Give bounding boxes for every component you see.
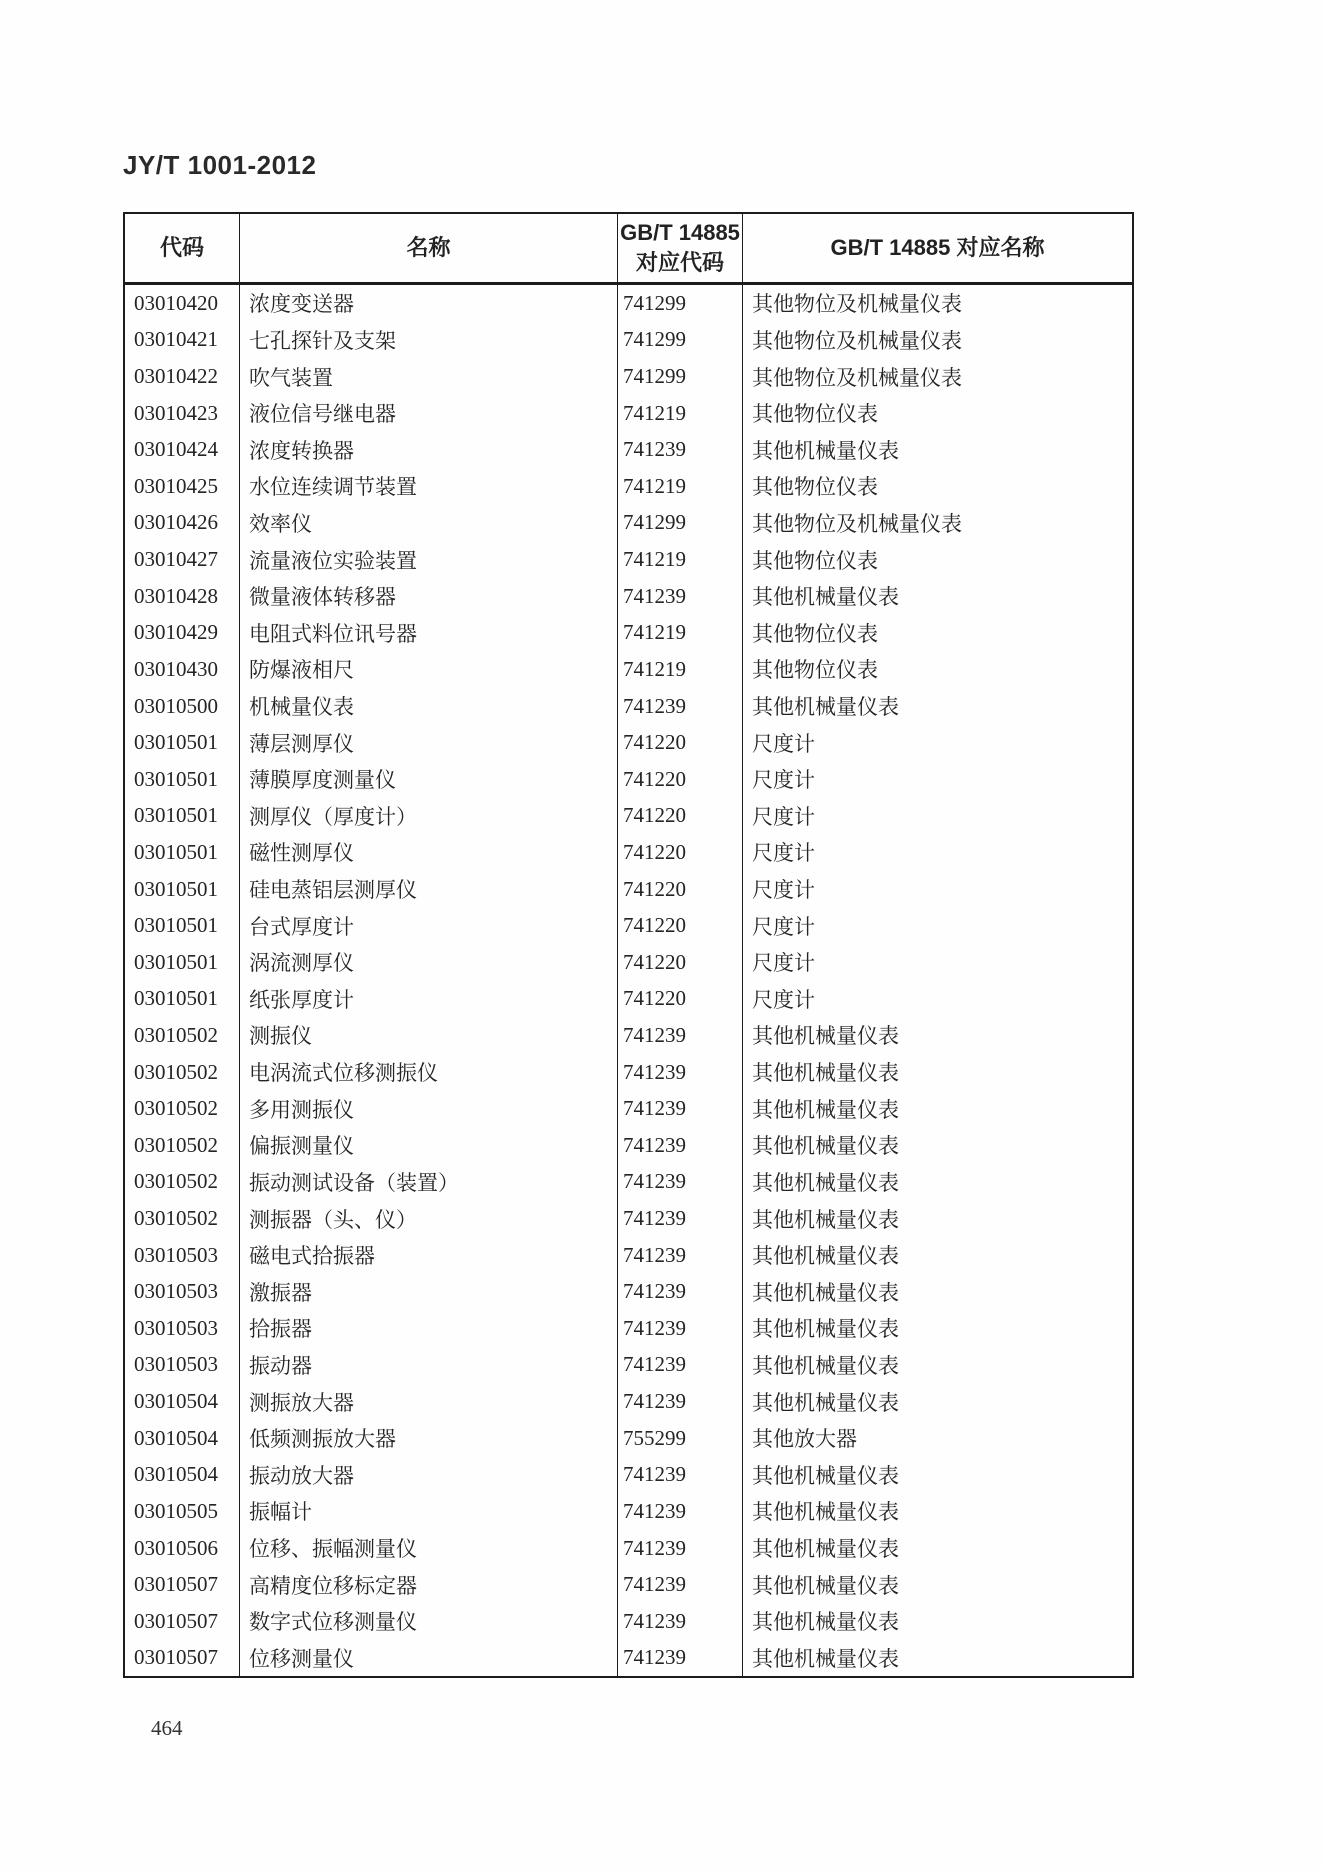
cell-gbt-name: 其他机械量仪表 — [742, 1310, 1132, 1347]
cell-name: 位移、振幅测量仪 — [239, 1530, 617, 1567]
cell-gbt-name: 尺度计 — [742, 834, 1132, 871]
cell-code: 03010429 — [134, 620, 218, 645]
cell-name: 电阻式料位讯号器 — [239, 614, 617, 651]
cell-gbt-code: 741220 — [617, 761, 742, 798]
cell-code: 03010501 — [134, 913, 218, 938]
table-row — [125, 285, 1132, 322]
cell-name: 吹气装置 — [239, 358, 617, 395]
table-row — [125, 1566, 1132, 1603]
cell-gbt-name: 其他机械量仪表 — [742, 578, 1132, 615]
cell-gbt-code: 741239 — [617, 1200, 742, 1237]
table-row — [125, 1493, 1132, 1530]
table-body — [125, 285, 1132, 1676]
cell-gbt-name: 尺度计 — [742, 907, 1132, 944]
cell-gbt-name: 其他机械量仪表 — [742, 1127, 1132, 1164]
cell-gbt-name: 尺度计 — [742, 724, 1132, 761]
cell-gbt-code: 741239 — [617, 1457, 742, 1494]
cell-gbt-code: 741239 — [617, 1017, 742, 1054]
cell-gbt-name: 其他放大器 — [742, 1420, 1132, 1457]
cell-gbt-name: 尺度计 — [742, 761, 1132, 798]
cell-gbt-name: 其他机械量仪表 — [742, 1566, 1132, 1603]
table-row — [125, 1420, 1132, 1457]
cell-name: 机械量仪表 — [239, 688, 617, 725]
cell-name: 防爆液相尺 — [239, 651, 617, 688]
table-row — [125, 834, 1132, 871]
cell-code: 03010501 — [134, 839, 218, 864]
cell-gbt-code: 741220 — [617, 944, 742, 981]
cell-gbt-code: 741239 — [617, 1383, 742, 1420]
cell-name: 液位信号继电器 — [239, 395, 617, 432]
cell-gbt-code: 741219 — [617, 541, 742, 578]
cell-name: 效率仪 — [239, 505, 617, 542]
table-row — [125, 395, 1132, 432]
table-row — [125, 688, 1132, 725]
cell-name: 振动测试设备（装置） — [239, 1164, 617, 1201]
cell-name: 薄膜厚度测量仪 — [239, 761, 617, 798]
cell-gbt-name: 其他机械量仪表 — [742, 1493, 1132, 1530]
table-row — [125, 1603, 1132, 1640]
cell-gbt-name: 尺度计 — [742, 871, 1132, 908]
cell-name: 磁性测厚仪 — [239, 834, 617, 871]
cell-gbt-name: 尺度计 — [742, 798, 1132, 835]
cell-gbt-name: 其他物位仪表 — [742, 541, 1132, 578]
cell-gbt-code: 741219 — [617, 468, 742, 505]
cell-code: 03010501 — [134, 766, 218, 791]
cell-code: 03010420 — [134, 290, 218, 315]
cell-code: 03010501 — [134, 730, 218, 755]
cell-code: 03010503 — [134, 1242, 218, 1267]
cell-gbt-code: 741299 — [617, 358, 742, 395]
cell-code: 03010500 — [134, 693, 218, 718]
cell-gbt-name: 其他物位仪表 — [742, 614, 1132, 651]
cell-gbt-code: 741239 — [617, 1530, 742, 1567]
table-row — [125, 907, 1132, 944]
cell-gbt-name: 其他物位仪表 — [742, 395, 1132, 432]
table-row — [125, 431, 1132, 468]
table-row — [125, 651, 1132, 688]
cell-name: 台式厚度计 — [239, 907, 617, 944]
cell-gbt-code: 741220 — [617, 798, 742, 835]
cell-gbt-code: 741239 — [617, 1237, 742, 1274]
cell-name: 测厚仪（厚度计） — [239, 798, 617, 835]
cell-gbt-name: 其他物位及机械量仪表 — [742, 505, 1132, 542]
cell-code: 03010504 — [134, 1389, 218, 1414]
table-row — [125, 614, 1132, 651]
cell-name: 拾振器 — [239, 1310, 617, 1347]
header-code-label: 代码 — [159, 235, 204, 260]
cell-gbt-code: 741239 — [617, 1566, 742, 1603]
code-mapping-table — [123, 212, 1134, 1678]
cell-gbt-name: 尺度计 — [742, 944, 1132, 981]
cell-gbt-name: 其他机械量仪表 — [742, 1457, 1132, 1494]
cell-name: 位移测量仪 — [239, 1640, 617, 1677]
cell-gbt-code: 741239 — [617, 431, 742, 468]
page-number: 464 — [151, 1716, 183, 1740]
cell-gbt-code: 741220 — [617, 981, 742, 1018]
cell-gbt-name: 其他机械量仪表 — [742, 1237, 1132, 1274]
cell-code: 03010504 — [134, 1425, 218, 1450]
cell-name: 涡流测厚仪 — [239, 944, 617, 981]
cell-code: 03010503 — [134, 1315, 218, 1340]
cell-name: 纸张厚度计 — [239, 981, 617, 1018]
cell-gbt-code: 741239 — [617, 1127, 742, 1164]
cell-gbt-name: 其他物位及机械量仪表 — [742, 285, 1132, 322]
table-row — [125, 1054, 1132, 1091]
table-row — [125, 322, 1132, 359]
cell-code: 03010502 — [134, 1096, 218, 1121]
cell-code: 03010422 — [134, 364, 218, 389]
header-cell-code — [125, 214, 239, 282]
cell-code: 03010505 — [134, 1498, 218, 1523]
cell-gbt-name: 其他机械量仪表 — [742, 1603, 1132, 1640]
cell-gbt-name: 其他机械量仪表 — [742, 431, 1132, 468]
cell-code: 03010427 — [134, 547, 218, 572]
cell-gbt-code: 741239 — [617, 578, 742, 615]
cell-gbt-code: 741219 — [617, 395, 742, 432]
cell-code: 03010502 — [134, 1206, 218, 1231]
cell-gbt-code: 741239 — [617, 1090, 742, 1127]
cell-code: 03010428 — [134, 583, 218, 608]
cell-name: 激振器 — [239, 1273, 617, 1310]
table-row — [125, 1347, 1132, 1384]
table-row — [125, 1310, 1132, 1347]
table-row — [125, 798, 1132, 835]
cell-name: 磁电式拾振器 — [239, 1237, 617, 1274]
table-row — [125, 1164, 1132, 1201]
cell-code: 03010501 — [134, 803, 218, 828]
cell-code: 03010430 — [134, 656, 218, 681]
cell-gbt-name: 其他机械量仪表 — [742, 1530, 1132, 1567]
table-row — [125, 541, 1132, 578]
cell-gbt-code: 755299 — [617, 1420, 742, 1457]
cell-code: 03010503 — [134, 1279, 218, 1304]
cell-gbt-code: 741299 — [617, 322, 742, 359]
table-row — [125, 468, 1132, 505]
cell-gbt-name: 其他机械量仪表 — [742, 1090, 1132, 1127]
cell-gbt-name: 其他物位仪表 — [742, 651, 1132, 688]
cell-gbt-code: 741239 — [617, 1054, 742, 1091]
cell-gbt-name: 其他机械量仪表 — [742, 1383, 1132, 1420]
cell-code: 03010507 — [134, 1608, 218, 1633]
cell-name: 测振器（头、仪） — [239, 1200, 617, 1237]
cell-name: 七孔探针及支架 — [239, 322, 617, 359]
table-row — [125, 944, 1132, 981]
header-cell-name — [239, 214, 617, 282]
header-cell-gbt-name — [742, 214, 1132, 282]
cell-code: 03010503 — [134, 1352, 218, 1377]
cell-code: 03010425 — [134, 473, 218, 498]
cell-gbt-code: 741239 — [617, 1603, 742, 1640]
table-row — [125, 1090, 1132, 1127]
cell-code: 03010507 — [134, 1645, 218, 1670]
cell-name: 薄层测厚仪 — [239, 724, 617, 761]
table-row — [125, 724, 1132, 761]
header-gbt-code-line2: 对应代码 — [635, 250, 724, 275]
cell-name: 电涡流式位移测振仪 — [239, 1054, 617, 1091]
cell-name: 测振仪 — [239, 1017, 617, 1054]
table-header-row — [125, 214, 1132, 285]
cell-name: 浓度转换器 — [239, 431, 617, 468]
cell-name: 高精度位移标定器 — [239, 1566, 617, 1603]
cell-gbt-name: 其他物位及机械量仪表 — [742, 358, 1132, 395]
cell-name: 水位连续调节装置 — [239, 468, 617, 505]
cell-name: 振动放大器 — [239, 1457, 617, 1494]
cell-code: 03010507 — [134, 1572, 218, 1597]
header-gbt-name-label: GB/T 14885 对应名称 — [830, 235, 1045, 260]
cell-gbt-code: 741299 — [617, 285, 742, 322]
standard-code-title: JY/T 1001-2012 — [123, 150, 317, 180]
cell-code: 03010421 — [134, 327, 218, 352]
table-row — [125, 1017, 1132, 1054]
cell-gbt-code: 741220 — [617, 724, 742, 761]
cell-gbt-name: 其他物位仪表 — [742, 468, 1132, 505]
cell-name: 测振放大器 — [239, 1383, 617, 1420]
cell-gbt-name: 其他机械量仪表 — [742, 1273, 1132, 1310]
cell-code: 03010501 — [134, 876, 218, 901]
table-row — [125, 358, 1132, 395]
table-row — [125, 1640, 1132, 1677]
table-row — [125, 871, 1132, 908]
header-gbt-code-line1: GB/T 14885 — [620, 220, 740, 245]
table-row — [125, 505, 1132, 542]
cell-code: 03010504 — [134, 1462, 218, 1487]
cell-name: 低频测振放大器 — [239, 1420, 617, 1457]
cell-code: 03010501 — [134, 949, 218, 974]
cell-gbt-code: 741239 — [617, 1164, 742, 1201]
cell-gbt-name: 其他机械量仪表 — [742, 1200, 1132, 1237]
cell-gbt-code: 741239 — [617, 1273, 742, 1310]
table-row — [125, 1127, 1132, 1164]
cell-gbt-name: 其他机械量仪表 — [742, 1164, 1132, 1201]
cell-gbt-code: 741239 — [617, 1347, 742, 1384]
cell-code: 03010502 — [134, 1169, 218, 1194]
table-row — [125, 1530, 1132, 1567]
cell-name: 浓度变送器 — [239, 285, 617, 322]
cell-name: 微量液体转移器 — [239, 578, 617, 615]
cell-gbt-code: 741239 — [617, 1640, 742, 1677]
header-cell-gbt-code — [617, 214, 742, 282]
cell-code: 03010423 — [134, 400, 218, 425]
cell-code: 03010506 — [134, 1535, 218, 1560]
cell-code: 03010502 — [134, 1022, 218, 1047]
cell-code: 03010426 — [134, 510, 218, 535]
cell-gbt-code: 741239 — [617, 688, 742, 725]
table-row — [125, 761, 1132, 798]
cell-gbt-name: 其他物位及机械量仪表 — [742, 322, 1132, 359]
cell-code: 03010501 — [134, 986, 218, 1011]
cell-code: 03010424 — [134, 437, 218, 462]
cell-gbt-code: 741239 — [617, 1310, 742, 1347]
cell-gbt-name: 其他机械量仪表 — [742, 1054, 1132, 1091]
cell-name: 振幅计 — [239, 1493, 617, 1530]
cell-name: 多用测振仪 — [239, 1090, 617, 1127]
cell-name: 振动器 — [239, 1347, 617, 1384]
cell-code: 03010502 — [134, 1059, 218, 1084]
cell-code: 03010502 — [134, 1132, 218, 1157]
cell-gbt-code: 741299 — [617, 505, 742, 542]
cell-gbt-code: 741220 — [617, 907, 742, 944]
cell-name: 偏振测量仪 — [239, 1127, 617, 1164]
cell-gbt-code: 741220 — [617, 871, 742, 908]
table-row — [125, 578, 1132, 615]
cell-gbt-name: 其他机械量仪表 — [742, 688, 1132, 725]
table-row — [125, 1383, 1132, 1420]
cell-name: 数字式位移测量仪 — [239, 1603, 617, 1640]
cell-gbt-code: 741220 — [617, 834, 742, 871]
cell-gbt-name: 其他机械量仪表 — [742, 1017, 1132, 1054]
table-row — [125, 1273, 1132, 1310]
cell-gbt-code: 741219 — [617, 651, 742, 688]
table-row — [125, 1200, 1132, 1237]
table-row — [125, 1457, 1132, 1494]
table-row — [125, 1237, 1132, 1274]
header-name-label: 名称 — [406, 235, 451, 260]
cell-name: 流量液位实验装置 — [239, 541, 617, 578]
cell-gbt-name: 其他机械量仪表 — [742, 1347, 1132, 1384]
cell-name: 硅电蒸铝层测厚仪 — [239, 871, 617, 908]
cell-gbt-name: 其他机械量仪表 — [742, 1640, 1132, 1677]
cell-gbt-name: 尺度计 — [742, 981, 1132, 1018]
cell-gbt-code: 741219 — [617, 614, 742, 651]
cell-gbt-code: 741239 — [617, 1493, 742, 1530]
table-row — [125, 981, 1132, 1018]
